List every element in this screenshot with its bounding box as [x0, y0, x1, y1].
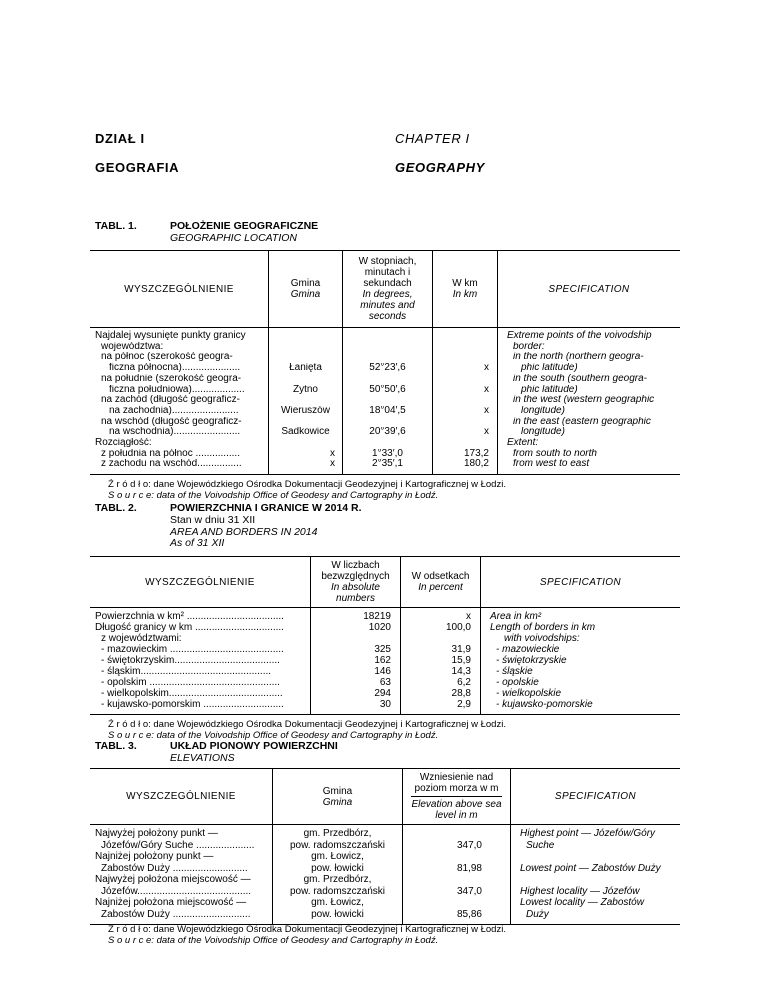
cell-pl: Powierzchnia w km² ................................... — [95, 611, 284, 622]
cell-percent: 100,0 — [400, 622, 480, 633]
cell-absolute: 18219 — [310, 608, 400, 622]
cell-percent: 6,2 — [400, 677, 480, 688]
table1-body — [90, 328, 680, 474]
cell-en — [510, 874, 680, 886]
table2-header — [90, 557, 680, 608]
cell-km — [432, 328, 497, 342]
cell-gmina: x — [268, 449, 342, 460]
cell-pl: ficzna północna)..................... — [109, 363, 241, 374]
source-note — [108, 719, 668, 742]
cell-km: x — [432, 385, 497, 396]
chapter-title-en: GEOGRAPHY — [395, 160, 485, 175]
table3-caption — [95, 741, 338, 765]
table3 — [90, 768, 680, 925]
colhead-wyszczegolnienie: WYSZCZEGÓLNIENIE — [126, 791, 236, 802]
source-note-en: S o u r c e: data of the Voivodship Office of Geodesy and Cartography in Łodź. — [108, 935, 439, 947]
cell-en: - wielkopolskie — [480, 688, 680, 699]
cell-pl: - kujawsko-pomorskim ............................. — [101, 699, 284, 710]
header-divider-line — [411, 796, 502, 797]
cell-en: Area in km² — [480, 608, 680, 622]
cell-pl: z południa na północ ................ — [101, 448, 240, 459]
colhead-wyszczegolnienie: WYSZCZEGÓLNIENIE — [124, 283, 234, 295]
table2-title-en: AREA AND BORDERS IN 2014 — [170, 525, 318, 538]
table3-body — [90, 825, 680, 924]
table2-label: TABL. 2. — [95, 502, 137, 514]
table-row — [90, 863, 680, 875]
cell-en: Duży — [510, 909, 680, 925]
cell-gmina: Wieruszów — [268, 406, 342, 417]
cell-pl: na wschodnia)........................ — [109, 427, 241, 438]
cell-en: in the north (northern geogra- — [497, 352, 680, 363]
cell-elevation — [402, 851, 510, 863]
cell-en: Highest point — Józefów/Góry — [510, 825, 680, 840]
table3-titles — [170, 741, 338, 765]
cell-absolute: 1020 — [310, 622, 400, 633]
source-note-en: S o u r c e: data of the Voivodship Office of Geodesy and Cartography in Łodź. — [108, 490, 439, 502]
cell-gmina: Sadkowice — [268, 427, 342, 438]
source-note — [108, 479, 668, 502]
table-row — [90, 374, 680, 385]
chapter-header-pl — [95, 131, 179, 175]
table2-title-pl: POWIERZCHNIA I GRANICE W 2014 R. — [170, 502, 362, 514]
cell-elevation: 85,86 — [402, 909, 510, 925]
cell-gmina: pow. radomszczański — [272, 886, 402, 898]
colhead-gmina-en: Gmina — [322, 796, 353, 808]
table-row — [90, 886, 680, 898]
cell-pl: - śląskim............................................... — [101, 666, 272, 677]
cell-pl: Najwyżej położony punkt — — [95, 828, 218, 839]
cell-pl: Zabostów Duży ............................ — [101, 908, 251, 920]
cell-degrees — [342, 374, 432, 385]
cell-gmina: gm. Łowicz, — [272, 897, 402, 909]
cell-km — [432, 395, 497, 406]
cell-percent: 28,8 — [400, 688, 480, 699]
cell-degrees — [342, 352, 432, 363]
table2-colhead-percent — [400, 557, 480, 607]
cell-gmina — [268, 417, 342, 428]
cell-km: x — [432, 363, 497, 374]
cell-absolute: 294 — [310, 688, 400, 699]
chapter-header-en — [395, 131, 485, 175]
cell-pl: z województwami: — [101, 633, 182, 644]
cell-gmina — [268, 328, 342, 342]
cell-en: Extent: — [497, 438, 680, 449]
table3-colhead-elevation — [402, 769, 510, 824]
cell-gmina — [268, 395, 342, 406]
colhead-percent-pl: W odsetkach — [411, 571, 470, 582]
cell-percent — [400, 633, 480, 644]
cell-degrees — [342, 328, 432, 342]
table-row — [90, 655, 680, 666]
table2-colhead-specification-pl — [90, 557, 310, 607]
cell-elevation: 347,0 — [402, 840, 510, 852]
table-row — [90, 395, 680, 406]
table1-colhead-specification-pl — [90, 251, 268, 327]
cell-en — [510, 851, 680, 863]
cell-pl: Rozciągłość: — [95, 438, 152, 449]
colhead-wyszczegolnienie: WYSZCZEGÓLNIENIE — [145, 576, 255, 588]
cell-degrees: 1°33′,0 — [342, 449, 432, 460]
colhead-gmina-en: Gmina — [290, 289, 321, 300]
table1-colhead-gmina — [268, 251, 342, 327]
table-row — [90, 459, 680, 474]
table-row — [90, 840, 680, 852]
chapter-number-pl: DZIAŁ I — [95, 131, 145, 146]
table1-label: TABL. 1. — [95, 220, 137, 232]
cell-pl: Najniżej położona miejscowość — — [95, 897, 247, 908]
colhead-specification: SPECIFICATION — [554, 791, 637, 802]
table-row — [90, 851, 680, 863]
cell-en: Suche — [510, 840, 680, 852]
source-note-pl: Ź r ó d ł o: dane Wojewódzkiego Ośrodka Dokumentacji Geodezyjnej i Kartograficznej w Łodzi. — [108, 479, 506, 490]
table-row — [90, 644, 680, 655]
table-row — [90, 427, 680, 438]
cell-degrees — [342, 395, 432, 406]
table1-colhead-km — [432, 251, 497, 327]
table3-title-en: ELEVATIONS — [170, 751, 235, 764]
table-row — [90, 342, 680, 353]
table2-subtitle-en: As of 31 XII — [170, 537, 225, 550]
cell-en: in the south (southern geogra- — [497, 374, 680, 385]
cell-gmina — [268, 352, 342, 363]
cell-pl: na zachodnia)........................ — [109, 405, 239, 416]
cell-pl: Długość granicy w km ................................ — [95, 622, 284, 633]
table-row — [90, 328, 680, 342]
cell-en: Lowest point — Zabostów Duży — [510, 863, 680, 875]
cell-percent: 14,3 — [400, 666, 480, 677]
cell-absolute: 162 — [310, 655, 400, 666]
cell-pl: - świętokrzyskim...................................... — [101, 655, 280, 666]
table3-label: TABL. 3. — [95, 740, 137, 752]
cell-degrees — [342, 342, 432, 353]
table2-colhead-specification-en — [480, 557, 680, 607]
colhead-percent-en: In percent — [418, 582, 463, 593]
table-row — [90, 406, 680, 417]
table2-caption — [95, 503, 362, 550]
cell-km — [432, 352, 497, 363]
cell-en: with voivodships: — [480, 633, 680, 644]
table-row — [90, 909, 680, 925]
cell-elevation — [402, 874, 510, 886]
cell-absolute: 63 — [310, 677, 400, 688]
cell-en: longitude) — [497, 406, 680, 417]
cell-pl: ficzna południowa)................... — [109, 384, 245, 395]
cell-elevation: 81,98 — [402, 863, 510, 875]
cell-gmina: pow. łowicki — [272, 863, 402, 875]
cell-en: phic latitude) — [497, 385, 680, 396]
colhead-gmina-pl: Gmina — [322, 785, 353, 797]
cell-pl: Józefów......................................... — [101, 885, 252, 897]
colhead-gmina-pl: Gmina — [290, 278, 321, 289]
table2-colhead-absolute — [310, 557, 400, 607]
cell-gmina: x — [268, 459, 342, 474]
table-row — [90, 897, 680, 909]
cell-pl: - opolskim ............................................... — [101, 677, 280, 688]
table1-title-pl: POŁOŻENIE GEOGRAFICZNE — [170, 220, 319, 232]
table-row — [90, 688, 680, 699]
table2-body — [90, 608, 680, 714]
cell-gmina — [268, 342, 342, 353]
table2 — [90, 556, 680, 715]
cell-percent: x — [400, 608, 480, 622]
cell-pl: - mazowieckim ......................................... — [101, 644, 284, 655]
cell-degrees: 52°23′,6 — [342, 363, 432, 374]
table3-header — [90, 769, 680, 825]
table1-caption — [95, 221, 318, 245]
cell-en: from south to north — [497, 449, 680, 460]
cell-elevation: 347,0 — [402, 886, 510, 898]
table3-colhead-gmina — [272, 769, 402, 824]
table1 — [90, 250, 680, 475]
cell-km: 173,2 — [432, 449, 497, 460]
table2-titles — [170, 503, 362, 550]
colhead-km-pl: W km — [452, 278, 478, 289]
colhead-absolute-en: In absolute numbers — [331, 582, 380, 604]
table3-colhead-specification-en — [510, 769, 680, 824]
cell-degrees: 2°35′,1 — [342, 459, 432, 474]
colhead-absolute-pl: W liczbach bezwzględnych — [321, 560, 390, 582]
table-row — [90, 352, 680, 363]
cell-en: Highest locality — Józefów — [510, 886, 680, 898]
cell-elevation — [402, 897, 510, 909]
source-note-en: S o u r c e: data of the Voivodship Office of Geodesy and Cartography in Łodź. — [108, 730, 439, 742]
cell-km: x — [432, 427, 497, 438]
table-row — [90, 385, 680, 396]
table-row — [90, 874, 680, 886]
cell-gmina: pow. radomszczański — [272, 840, 402, 852]
cell-degrees: 18°04′,5 — [342, 406, 432, 417]
cell-km: x — [432, 406, 497, 417]
colhead-degrees-en: In degrees, minutes and seconds — [360, 289, 415, 322]
table-row — [90, 699, 680, 714]
cell-en: border: — [497, 342, 680, 353]
cell-en: longitude) — [497, 427, 680, 438]
chapter-number-en: CHAPTER I — [395, 131, 470, 146]
cell-pl: na wschód (długość geograficz- — [101, 416, 242, 427]
chapter-title-pl: GEOGRAFIA — [95, 160, 180, 175]
cell-en: - opolskie — [480, 677, 680, 688]
cell-gmina — [268, 438, 342, 449]
cell-en: - mazowieckie — [480, 644, 680, 655]
cell-gmina: gm. Przedbórz, — [272, 874, 402, 886]
table-row — [90, 677, 680, 688]
cell-en: Extreme points of the voivodship — [497, 328, 680, 342]
cell-km — [432, 374, 497, 385]
cell-pl: Zabostów Duży ........................... — [101, 862, 248, 874]
colhead-specification: SPECIFICATION — [548, 283, 630, 295]
cell-km: 180,2 — [432, 459, 497, 474]
cell-gmina: gm. Łowicz, — [272, 851, 402, 863]
cell-en: phic latitude) — [497, 363, 680, 374]
table1-header — [90, 251, 680, 328]
cell-absolute: 325 — [310, 644, 400, 655]
cell-km — [432, 417, 497, 428]
cell-pl: na południe (szerokość geogra- — [101, 373, 242, 384]
table-row — [90, 825, 680, 840]
colhead-specification: SPECIFICATION — [539, 576, 622, 588]
cell-pl: na północ (szerokość geogra- — [101, 352, 233, 363]
colhead-elevation-pl: Wzniesienie nad poziom morza w m — [414, 772, 499, 794]
cell-absolute: 146 — [310, 666, 400, 677]
cell-km — [432, 438, 497, 449]
table-row — [90, 363, 680, 374]
cell-en: from west to east — [497, 459, 680, 474]
table3-colhead-specification-pl — [90, 769, 272, 824]
cell-pl: województwa: — [101, 341, 164, 352]
table-row — [90, 417, 680, 428]
cell-degrees: 20°39′,6 — [342, 427, 432, 438]
source-note-pl: Ź r ó d ł o: dane Wojewódzkiego Ośrodka Dokumentacji Geodezyjnej i Kartograficznej w Łodzi. — [108, 719, 506, 730]
cell-gmina: gm. Przedbórz, — [272, 825, 402, 840]
cell-km — [432, 342, 497, 353]
table-row — [90, 608, 680, 622]
cell-gmina — [268, 374, 342, 385]
cell-en: in the west (western geographic — [497, 395, 680, 406]
cell-en: - śląskie — [480, 666, 680, 677]
cell-pl: Najniżej położony punkt — — [95, 851, 214, 862]
table-row — [90, 666, 680, 677]
cell-pl: Najdalej wysunięte punkty granicy — [95, 330, 246, 341]
table1-title-en: GEOGRAPHIC LOCATION — [170, 231, 297, 244]
cell-degrees: 50°50′,6 — [342, 385, 432, 396]
table-row — [90, 438, 680, 449]
cell-absolute — [310, 633, 400, 644]
table3-title-pl: UKŁAD PIONOWY POWIERZCHNI — [170, 740, 338, 752]
table2-subtitle-pl: Stan w dniu 31 XII — [170, 513, 256, 526]
cell-percent: 15,9 — [400, 655, 480, 666]
table1-colhead-degrees — [342, 251, 432, 327]
table1-colhead-specification-en — [497, 251, 680, 327]
table-row — [90, 449, 680, 460]
colhead-elevation-en: Elevation above sea level in m — [411, 799, 502, 821]
cell-pl: Najwyżej położona miejscowość — — [95, 874, 251, 885]
cell-gmina: Łanięta — [268, 363, 342, 374]
cell-pl: z zachodu na wschód................ — [101, 459, 242, 470]
colhead-km-en: In km — [452, 289, 478, 300]
cell-pl: Józefów/Góry Suche ..................... — [101, 839, 255, 851]
cell-en: - świętokrzyskie — [480, 655, 680, 666]
cell-percent: 31,9 — [400, 644, 480, 655]
colhead-degrees-pl: W stopniach, minutach i sekundach — [358, 256, 417, 289]
table1-titles — [170, 221, 318, 245]
cell-gmina: Żytno — [268, 385, 342, 396]
cell-en: - kujawsko-pomorskie — [480, 699, 680, 714]
cell-pl: na zachód (długość geograficz- — [101, 395, 240, 406]
cell-gmina: pow. łowicki — [272, 909, 402, 925]
source-note — [108, 924, 668, 947]
cell-degrees — [342, 438, 432, 449]
cell-pl: - wielkopolskim......................................... — [101, 688, 283, 699]
cell-en: in the east (eastern geographic — [497, 417, 680, 428]
cell-en: Length of borders in km — [480, 622, 680, 633]
cell-en: Lowest locality — Zabostów — [510, 897, 680, 909]
table-row — [90, 633, 680, 644]
source-note-pl: Ź r ó d ł o: dane Wojewódzkiego Ośrodka Dokumentacji Geodezyjnej i Kartograficznej w Łodzi. — [108, 924, 506, 935]
cell-elevation — [402, 825, 510, 840]
cell-degrees — [342, 417, 432, 428]
cell-percent: 2,9 — [400, 699, 480, 714]
table-row — [90, 622, 680, 633]
cell-absolute: 30 — [310, 699, 400, 714]
